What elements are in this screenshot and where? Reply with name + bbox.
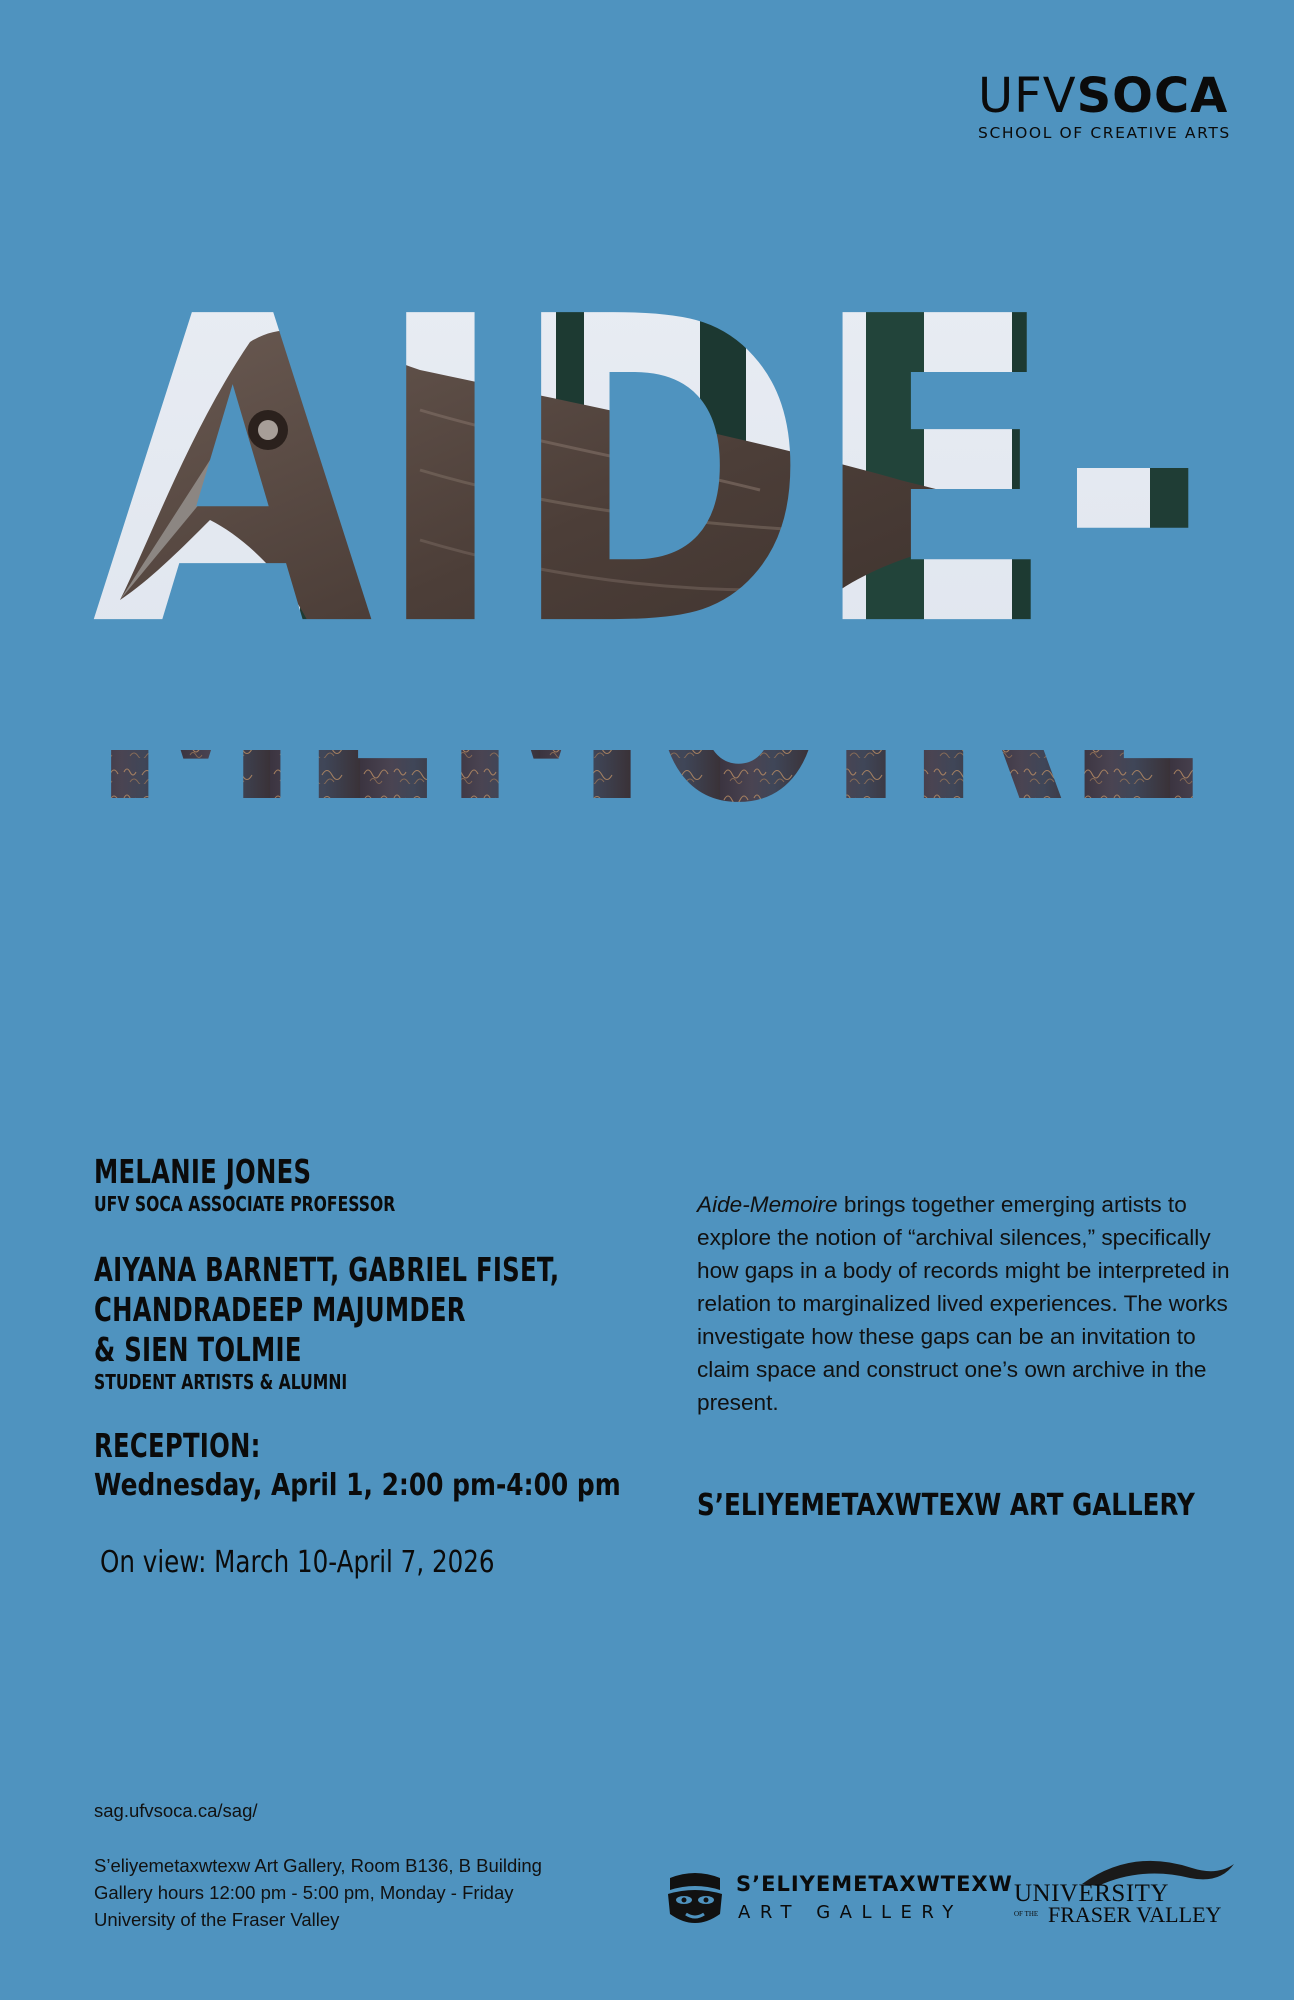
bird-sculpture-image [60,290,1240,730]
soca-logo-wordmark [978,68,1232,124]
artists-role: STUDENT ARTISTS & ALUMNI [94,1370,348,1394]
ufv-logo-line2: FRASER VALLEY [1048,1902,1222,1927]
ufv-logo-ofthe: OF THE [1014,1910,1039,1918]
gallery-name: S’ELIYEMETAXWTEXW ART GALLERY [697,1488,1195,1523]
artists-line2: CHANDRADEEP MAJUMDER [94,1290,466,1329]
reception-datetime: Wednesday, April 1, 2:00 pm-4:00 pm [94,1468,621,1503]
soca-logo [978,68,1232,144]
sag-logo-subtitle: ART GALLERY [738,1902,963,1923]
exhibition-title [0,290,1294,1030]
gallery-address: S’eliyemetaxwtexw Art Gallery, Room B136, B Building [94,1855,542,1876]
ufv-logo-line1: UNIVERSITY [1014,1880,1169,1907]
sag-logo [662,1866,1013,1934]
curator-role: UFV SOCA ASSOCIATE PROFESSOR [94,1192,396,1216]
institution-name: University of the Fraser Valley [94,1909,340,1930]
description-column [697,1188,1237,1419]
logo-subtitle: SCHOOL OF CREATIVE ARTS [978,124,1231,142]
artists-line3: & SIEN TOLMIE [94,1330,302,1369]
curator-name: MELANIE JONES [94,1152,312,1191]
credits-column [94,1152,654,1582]
gallery-info [94,1852,542,1933]
exhibition-description [697,1188,1237,1419]
description-text: brings together emerging artists to explore the notion of “archival silences,” specifically how gaps in a body of records might be interpreted in relation to marginalized lived experiences. The works investigate how these gaps can be an invitation to claim space and construct one’s own archive in the present. [697,1192,1230,1415]
logo-ufv-text: UFV [978,68,1077,124]
sag-logo-name: S’ELIYEMETAXWTEXW [736,1872,1013,1896]
logo-soca-text: SOCA [1076,68,1229,124]
handwritten-archive-image [60,750,1240,1030]
mask-icon [662,1868,728,1932]
on-view-dates: On view: March 10-April 7, 2026 [100,1545,495,1580]
reception-heading: RECEPTION: [94,1426,261,1465]
artists-line1: AIYANA BARNETT, GABRIEL FISET, [94,1250,560,1289]
website-link[interactable]: sag.ufvsoca.ca/sag/ [94,1800,258,1821]
gallery-hours: Gallery hours 12:00 pm - 5:00 pm, Monday - Friday [94,1882,514,1903]
artists-block [94,1250,654,1394]
ufv-logo [1012,1854,1238,1934]
description-title-italic: Aide-Memoire [697,1192,838,1217]
